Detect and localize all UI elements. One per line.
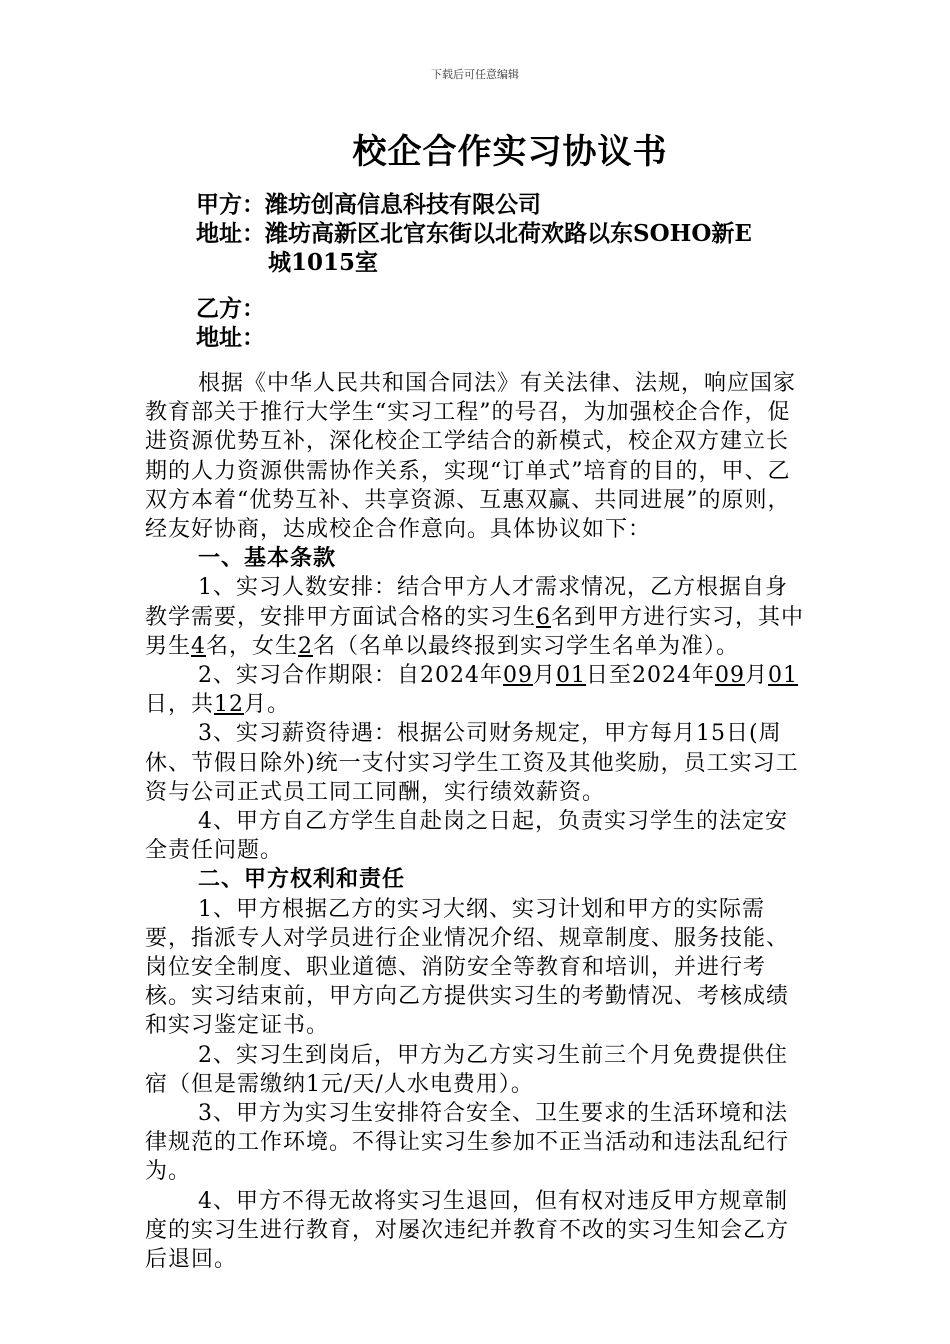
party-a-block [196, 190, 796, 277]
total-count: 6 [536, 604, 552, 630]
agreement-body [145, 369, 805, 1274]
section-2-heading: 二、甲方权利和责任 [198, 866, 406, 893]
party-a-label: 甲方： [196, 191, 265, 218]
s1-item2-text-a: 2、实习合作期限：自2024年 [198, 663, 503, 689]
start-day: 01 [556, 663, 587, 689]
s1-item2-text-c: 日至2024年 [586, 663, 716, 689]
section-1-item-3: 3、实习薪资待遇：根据公司财务规定，甲方每月15日(周休、节假日除外)统一支付实习学生工资及其他奖励，员工实习工资与公司正式员工同工同酬，实行绩效薪资。 [145, 721, 799, 805]
female-count: 2 [298, 633, 314, 659]
party-b-address-label: 地址： [196, 324, 265, 351]
s1-item2-text-b: 月 [533, 663, 557, 689]
party-a-address-label: 地址： [196, 220, 265, 247]
party-b-block [196, 294, 796, 352]
male-count: 4 [191, 633, 207, 659]
party-a-address-line [196, 219, 796, 248]
s1-item2-text-d: 月 [745, 663, 769, 689]
section-1-item-2 [145, 661, 805, 719]
section-2-item-2: 2、实习生到岗后，甲方为乙方实习生前三个月免费提供住宿（但是需缴纳1元/天/人水电费用）。 [145, 1042, 788, 1097]
section-2-item-1: 1、甲方根据乙方的实习大纲、实习计划和甲方的实际需要，指派专人对学员进行企业情况介绍、规章制度、服务技能、岗位安全制度、职业道德、消防安全等教育和培训，并进行考核。实习结束前，甲方向乙方提供实习生的考勤情况、考核成绩和实习鉴定证书。 [145, 896, 790, 1039]
section-2-item-3: 3、甲方为实习生安排符合安全、卫生要求的生活环境和法律规范的工作环境。不得让实习生参加不正当活动和违法乱纪行为。 [145, 1101, 790, 1185]
party-a-line [196, 190, 796, 219]
s1-item1-text-d: 名（名单以最终报到实习学生名单为准）。 [313, 633, 740, 659]
section-1-item-4: 4、甲方自乙方学生自赴岗之日起，负责实习学生的法定安全责任问题。 [145, 809, 788, 864]
section-1-item-1 [145, 573, 805, 661]
header-note: 下载后可任意编辑 [431, 68, 519, 81]
party-b-label: 乙方： [196, 295, 265, 322]
intro-paragraph: 根据《中华人民共和国合同法》有关法律、法规，响应国家教育部关于推行大学生“实习工程”的号召，为加强校企合作，促进资源优势互补，深化校企工学结合的新模式，校企双方建立长期的人力资源供需协作关系，实现“订单式”培育的目的，甲、乙双方本着“优势互补、共享资源、互惠双赢、共同进展”的原则，经友好协商，达成校企合作意向。具体协议如下： [145, 371, 797, 543]
s1-item1-text-a: 1、实习人数安排：结合甲方人才需求情况，乙方根据自身教学需要，安排甲方面试合格的实习生 [145, 575, 788, 630]
party-a-name: 潍坊创高信息科技有限公司 [265, 191, 541, 218]
party-a-address-1: 潍坊高新区北官东街以北荷欢路以东SOHO新E [265, 220, 752, 247]
page-title: 校企合作实习协议书 [352, 132, 668, 172]
s1-item2-text-e: 日，共 [145, 692, 215, 718]
duration-months: 12 [214, 692, 245, 718]
s1-item1-text-b: 名到甲方进行实习，其中男生 [145, 604, 805, 659]
section-1-heading: 一、基本条款 [198, 545, 337, 572]
end-month: 09 [715, 663, 746, 689]
s1-item1-text-c: 名，女生 [206, 633, 299, 659]
start-month: 09 [503, 663, 533, 689]
s1-item2-text-f: 月。 [244, 692, 291, 718]
end-day: 01 [768, 663, 799, 689]
party-a-address-2: 城1015室 [268, 249, 379, 276]
section-2-item-4: 4、甲方不得无故将实习生退回，但有权对违反甲方规章制度的实习生进行教育，对屡次违纪并教育不改的实习生知会乙方后退回。 [145, 1188, 790, 1273]
